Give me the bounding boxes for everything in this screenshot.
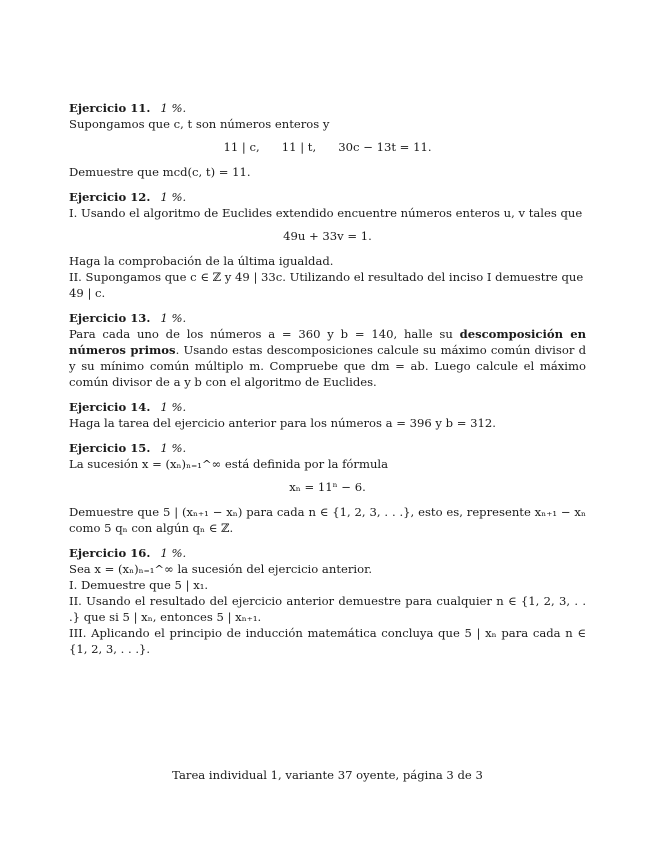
exercise-heading [69,545,586,561]
exercise-statement: Demuestre que mcd(c, t) = 11. [69,165,251,179]
paragraph-text-a: Para cada uno de los números a = 360 y b = 140, halle su [69,327,460,341]
exercise-15 [69,440,586,536]
exercise-heading [69,189,586,205]
exercise-percent: 1 %. [160,190,187,204]
display-equation: 11 | c, 11 | t, 30c − 13t = 11. [223,140,432,154]
exercise-14 [69,399,586,431]
exercise-heading [69,100,586,116]
paragraph-text-b: . Usando estas descomposiciones calcule su máximo común divisor d y su mínimo común múltiplo m. Compruebe que dm = ab. Luego calcule el máximo común divisor de a y b con el algoritmo de Euclides. [69,343,586,389]
exercise-intro: Supongamos que c, t son números enteros y [69,117,330,131]
display-equation: xₙ = 11ⁿ − 6. [289,480,366,494]
exercise-part-i: I. Demuestre que 5 | x₁. [69,578,209,592]
exercise-intro: Sea x = (xₙ)ₙ₌₁^∞ la sucesión del ejercicio anterior. [69,562,373,576]
paragraph-bold-term: descomposición en números primos [69,327,587,357]
exercise-percent: 1 %. [160,311,187,325]
exercise-part-ii: II. Usando el resultado del ejercicio anterior demuestre para cualquier n ∈ {1, 2, 3, . . .} que si 5 | xₙ, entonces 5 | xₙ₊₁. [69,594,586,624]
exercise-12 [69,189,586,301]
exercise-part-iii: III. Aplicando el principio de inducción matemática concluya que 5 | xₙ para cada n ∈ {1, 2, 3, . . .}. [69,626,586,656]
exercise-percent: 1 %. [160,101,187,115]
exercise-heading [69,440,586,456]
exercise-percent: 1 %. [160,400,187,414]
exercise-percent: 1 %. [160,546,187,560]
exercise-title: Ejercicio 13. [69,311,151,325]
exercise-statement: Haga la tarea del ejercicio anterior para los números a = 396 y b = 312. [69,416,496,430]
exercise-title: Ejercicio 12. [69,190,151,204]
exercise-heading [69,310,586,326]
exercise-title: Ejercicio 15. [69,441,151,455]
exercise-intro: La sucesión x = (xₙ)ₙ₌₁^∞ está definida por la fórmula [69,457,389,471]
exercise-title: Ejercicio 11. [69,101,151,115]
exercise-title: Ejercicio 14. [69,400,151,414]
exercise-statement: Demuestre que 5 | (xₙ₊₁ − xₙ) para cada n ∈ {1, 2, 3, . . .}, esto es, represente xₙ₊₁ − xₙ como 5 qₙ con algún qₙ ∈ ℤ. [69,505,586,535]
exercise-11 [69,100,586,180]
display-equation: 49u + 33v = 1. [283,229,372,243]
exercise-heading [69,399,586,415]
document-body [69,100,586,666]
exercise-16 [69,545,586,657]
exercise-percent: 1 %. [160,441,187,455]
exercise-paragraph [69,326,586,390]
page-footer: Tarea individual 1, variante 37 oyente, página 3 de 3 [172,768,483,782]
exercise-statement: Haga la comprobación de la última igualdad. [69,254,334,268]
exercise-title: Ejercicio 16. [69,546,151,560]
exercise-13 [69,310,586,390]
exercise-part-ii: II. Supongamos que c ∈ ℤ y 49 | 33c. Utilizando el resultado del inciso I demuestre que 49 | c. [69,270,584,300]
exercise-intro: I. Usando el algoritmo de Euclides extendido encuentre números enteros u, v tales que [69,206,583,220]
